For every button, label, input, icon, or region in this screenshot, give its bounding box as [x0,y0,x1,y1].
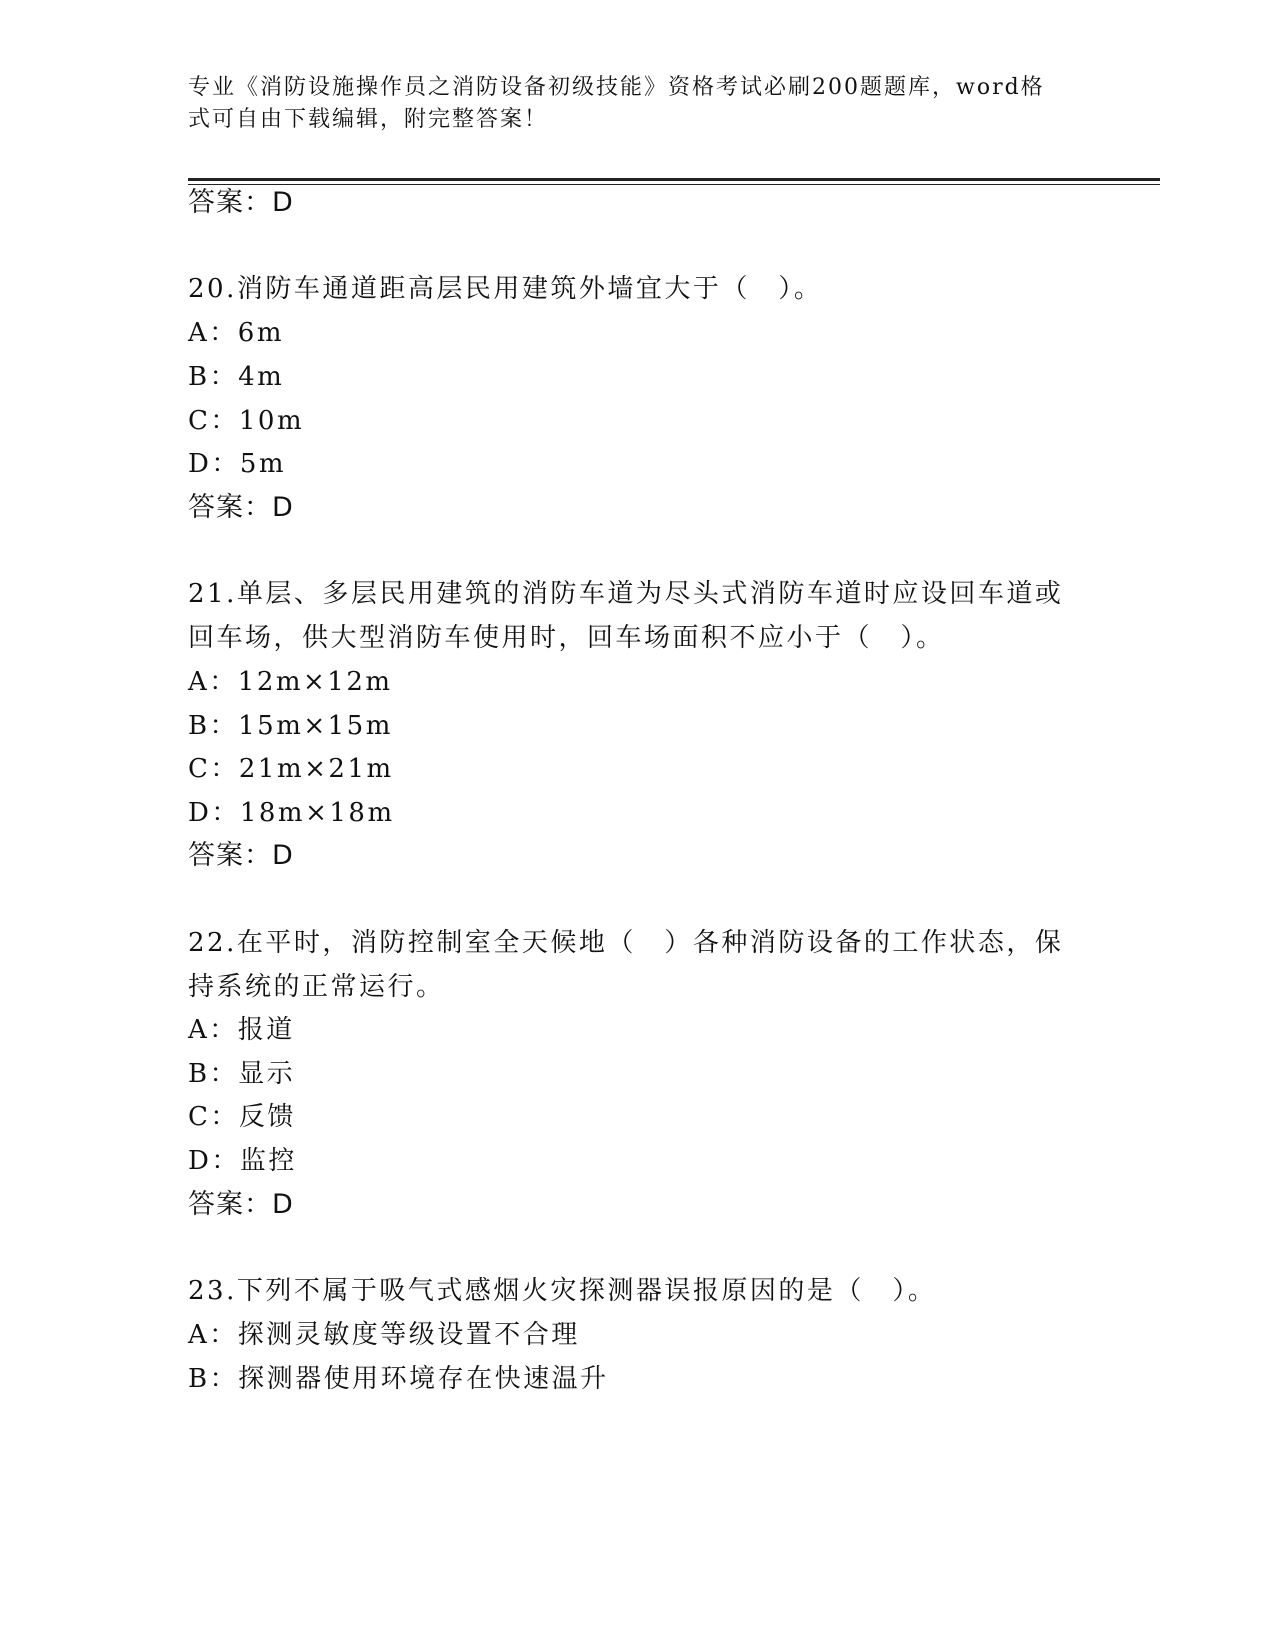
question-20-option-c: C：10m [188,406,305,436]
question-22-option-a: A：报道 [188,1015,295,1045]
question-21-option-a: A：12m×12m [188,667,393,697]
question-21-option-d: D：18m×18m [188,798,395,828]
question-20-option-a: A：6m [188,318,284,348]
question-23-option-b: B：探测器使用环境存在快速温升 [188,1364,609,1394]
question-20-option-b: B：4m [188,362,285,392]
question-22-answer: 答案：D [188,1189,294,1220]
question-20-option-d: D：5m [188,449,287,479]
question-21-option-b: B：15m×15m [188,711,393,741]
question-21-option-c: C：21m×21m [188,754,394,784]
question-23-option-a: A：探测灵敏度等级设置不合理 [188,1320,580,1350]
question-22-stem-line2: 持系统的正常运行。 [188,972,445,1002]
question-20-stem: 20.消防车通道距高层民用建筑外墙宜大于（ ）。 [188,274,823,304]
question-22-option-b: B：显示 [188,1059,296,1089]
header-divider-thin [188,184,1160,185]
question-21-answer: 答案：D [188,840,294,871]
question-23-stem: 23.下列不属于吸气式感烟火灾探测器误报原因的是（ ）。 [188,1276,937,1306]
previous-answer: 答案：D [188,187,294,218]
header-divider-thick [188,178,1160,181]
question-22-stem-line1: 22.在平时，消防控制室全天候地（ ）各种消防设备的工作状态，保 [188,928,1064,958]
question-22-option-d: D：监控 [188,1146,297,1176]
question-21-stem-line2: 回车场，供大型消防车使用时，回车场面积不应小于（ ）。 [188,623,945,653]
question-22-option-c: C：反馈 [188,1102,296,1132]
question-21-stem-line1: 21.单层、多层民用建筑的消防车道为尽头式消防车道时应设回车道或 [188,579,1064,609]
question-20-answer: 答案：D [188,492,294,523]
page-header: 专业《消防设施操作员之消防设备初级技能》资格考试必刷200题题库，word格式可自由下载编辑，附完整答案！ [188,75,1045,132]
